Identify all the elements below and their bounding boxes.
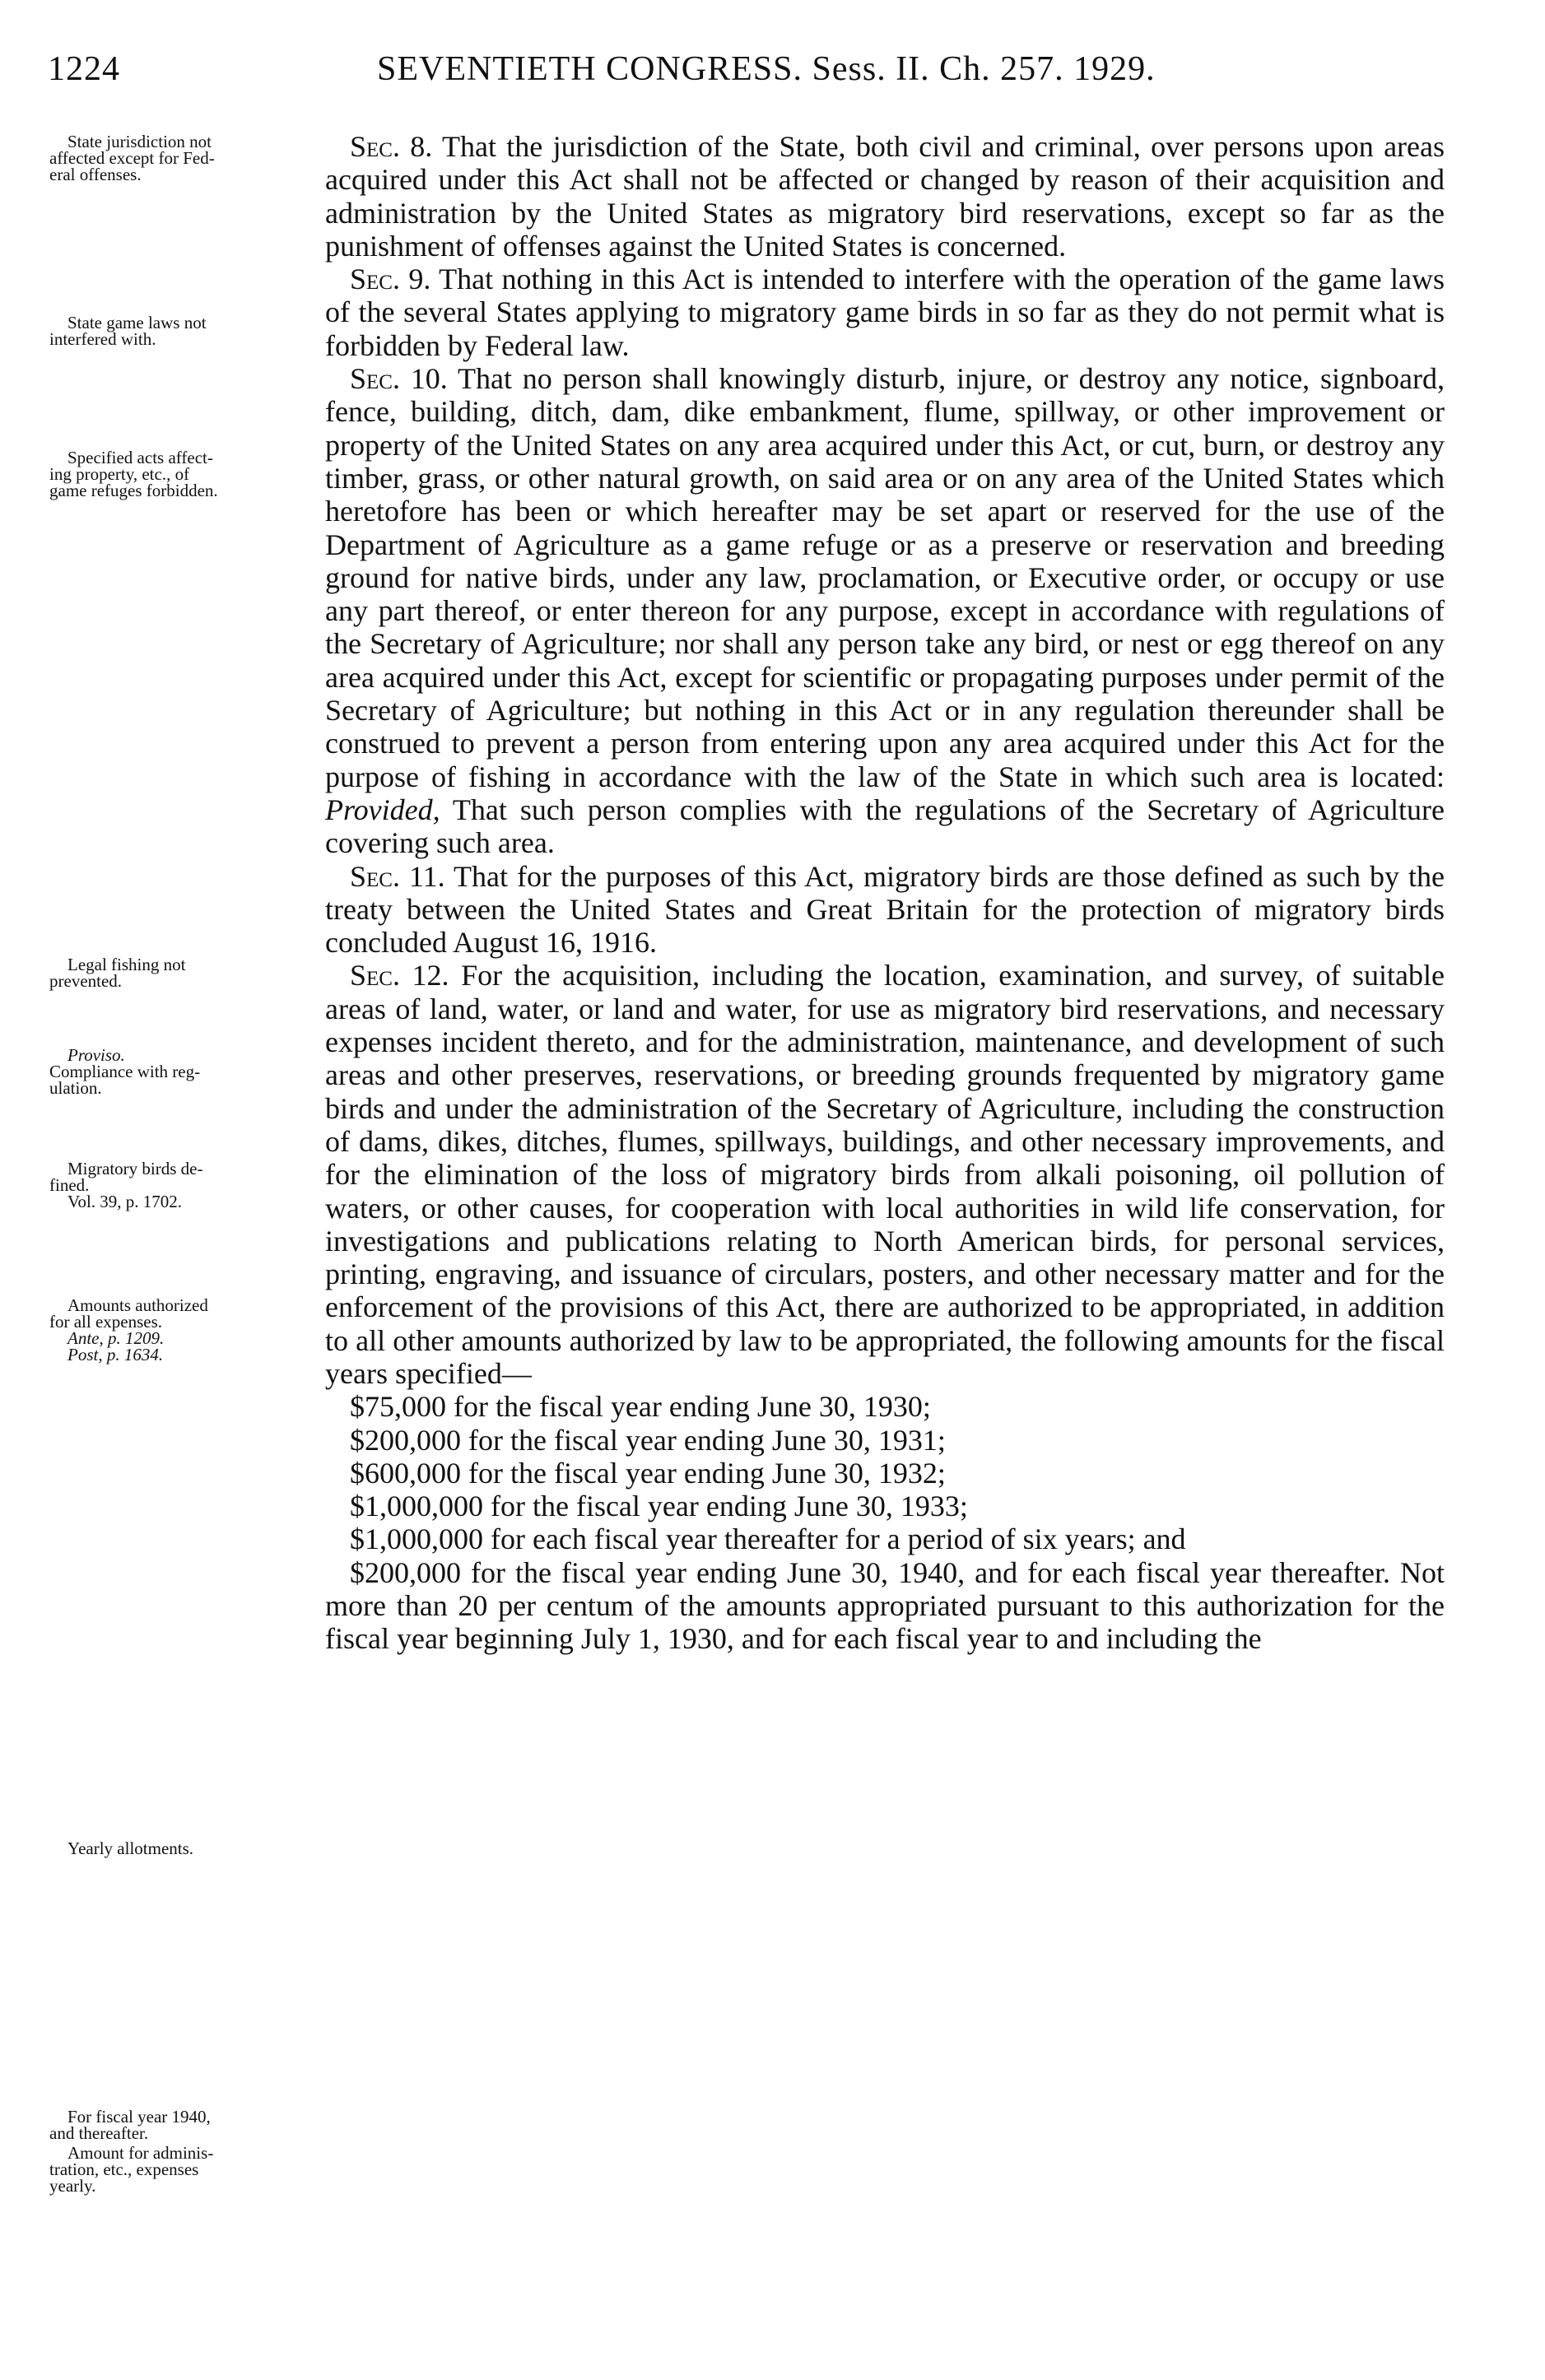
amount-line: $600,000 for the fiscal year ending June 30, 1932; — [350, 1456, 946, 1490]
amount-line: $75,000 for the fiscal year ending June 30, 1930; — [350, 1390, 931, 1424]
page-number: 1224 — [48, 50, 120, 88]
page-header — [48, 49, 1447, 99]
margin-note-game-refuges: Specified acts affect- ing property, etc., of game refuges forbidden. — [49, 448, 218, 500]
margin-note-migratory-birds-defined: Migratory birds de- fined. Vol. 39, p. 1702. — [49, 1159, 203, 1211]
section-11: Sec. 11. That for the purposes of this Act, migratory birds are those defined as such by the treaty between the United States and Great Britain for the protection of migratory birds concluded August 16, 1916. — [325, 859, 1445, 960]
amount-line: $1,000,000 for the fiscal year ending June 30, 1933; — [350, 1490, 968, 1523]
section-8: Sec. 8. That the jurisdiction of the State, both civil and criminal, over persons upon areas acquired under this Act shall not be affected or changed by reason of their acquisition and administration by the United States as migratory bird reservations, except so far as the punishment of offenses against the United States is concerned. — [325, 130, 1445, 263]
final-paragraph: $200,000 for the fiscal year ending June 30, 1940, and for each fiscal year thereafter. Not more than 20 per centum of the amounts appropriated pursuant to this authorization for the fiscal year beginning July 1, 1930, and for each fiscal year to and including the — [325, 1555, 1445, 1656]
margin-note-state-jurisdiction: State jurisdiction not affected except for Fed- eral offenses. — [49, 132, 215, 184]
margin-note-legal-fishing: Legal fishing not prevented. — [49, 955, 186, 991]
amount-line: $1,000,000 for each fiscal year thereafter for a period of six years; and — [350, 1522, 1186, 1556]
margin-note-yearly-allotments: Yearly allotments. — [67, 1838, 194, 1858]
margin-note-administration: Amount for adminis- tration, etc., expenses yearly. — [49, 2143, 214, 2196]
margin-note-proviso: Proviso. Compliance with reg- ulation. — [49, 1045, 201, 1098]
section-9: Sec. 9. That nothing in this Act is intended to interfere with the operation of the game laws of the several States applying to migratory game birds in so far as they do not permit what is forbidden by Federal law. — [325, 263, 1445, 362]
section-12: Sec. 12. For the acquisition, including the location, examination, and survey, of suitable areas of land, water, or land and water, for use as migratory bird reservations, and necessary expenses incident thereto, and for the administration, maintenance, and development of such areas and other preserves, reservations, or breeding grounds frequented by migratory game birds and under the administration of the Secretary of Agriculture, including the construction of dams, dikes, ditches, flumes, spillways, buildings, and other necessary improvements, and for the elimination of the loss of migratory birds from alkali poisoning, oil pollution of waters, or other causes, for cooperation with local authorities in wild life conservation, for investigations and publications relating to North American birds, for personal services, printing, engraving, and issuance of circulars, posters, and other necessary matter and for the enforcement of the provisions of this Act, there are authorized to be appropriated, in addition to all other amounts authorized by law to be appropriated, the following amounts for the fiscal years specified— — [325, 959, 1445, 1390]
running-title: SEVENTIETH CONGRESS. Sess. II. Ch. 257. 1929. — [377, 50, 1156, 88]
section-10: Sec. 10. That no person shall knowingly disturb, injure, or destroy any notice, signboard, fence, building, ditch, dam, dike embankment, flume, spillway, or other improvement or property of the United States on any area acquired under this Act, or cut, burn, or destroy any timber, grass, or other natural growth, on said area or on any area of the United States which heretofore has been or which hereafter may be set apart or reserved for the use of the Department of Agriculture as a game refuge or as a preserve or reservation and breeding ground for native birds, under any law, proclamation, or Executive order, or occupy or use any part thereof, or enter thereon for any purpose, except in accordance with regulations of the Secretary of Agriculture; nor shall any person take any bird, or nest or egg thereof on any area acquired under this Act, except for scientific or propagating purposes under permit of the Secretary of Agriculture; but nothing in this Act or in any regulation thereunder shall be construed to prevent a person from entering upon any area acquired under this Act for the purpose of fishing in accordance with the law of the State in which such area is located: Provided, That such person complies with the regulations of the Secretary of Agriculture covering such area. — [325, 362, 1445, 860]
statute-body — [325, 130, 1445, 1656]
margin-note-state-game-laws: State game laws not interfered with. — [49, 313, 207, 349]
margin-note-amounts-authorized: Amounts authorized for all expenses. Ante, p. 1209. Post, p. 1634. — [49, 1295, 208, 1364]
amount-line: $200,000 for the fiscal year ending June 30, 1931; — [350, 1423, 946, 1457]
margin-note-fiscal-1940: For fiscal year 1940, and thereafter. — [49, 2107, 211, 2143]
